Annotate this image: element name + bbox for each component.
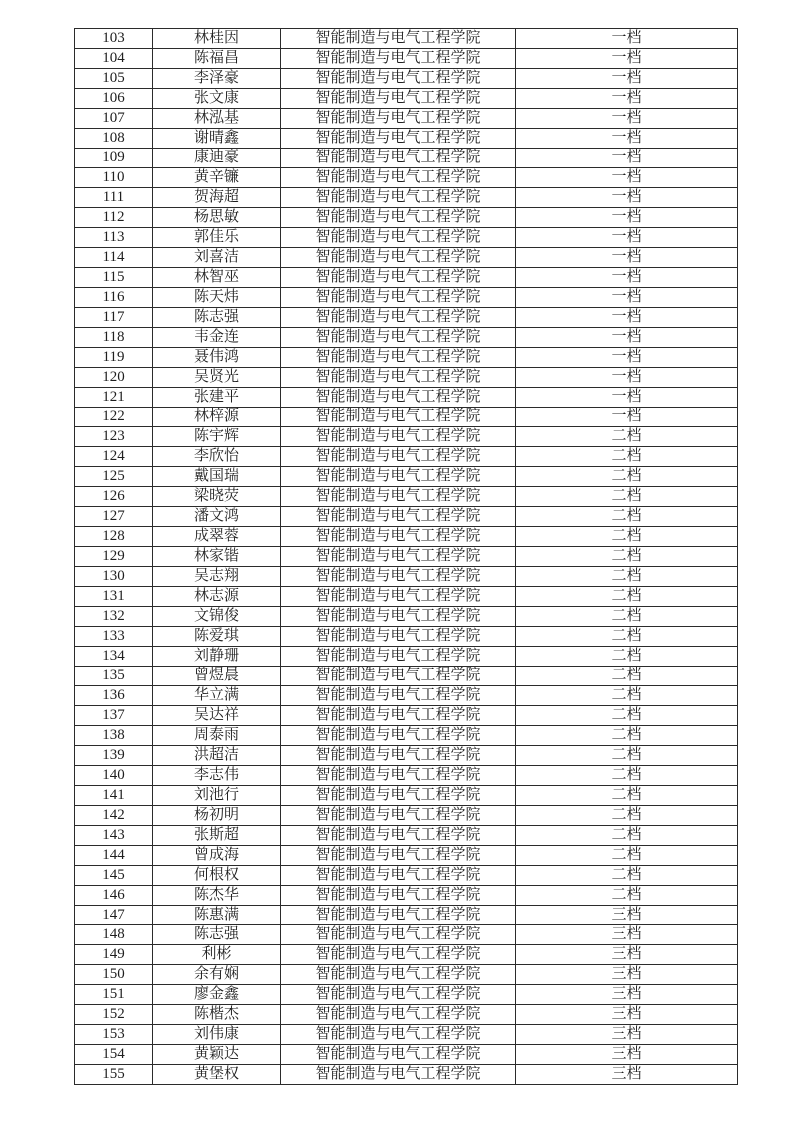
- cell-row-number: 132: [75, 606, 153, 626]
- cell-row-number: 151: [75, 985, 153, 1005]
- cell-student-name: 李泽豪: [153, 68, 281, 88]
- cell-row-number: 114: [75, 248, 153, 268]
- cell-college: 智能制造与电气工程学院: [281, 666, 516, 686]
- table-row: [75, 88, 738, 108]
- cell-tier: 二档: [516, 467, 738, 487]
- cell-tier: 二档: [516, 527, 738, 547]
- cell-college: 智能制造与电气工程学院: [281, 168, 516, 188]
- cell-row-number: 104: [75, 48, 153, 68]
- cell-student-name: 成翠蓉: [153, 527, 281, 547]
- cell-tier: 一档: [516, 407, 738, 427]
- cell-row-number: 129: [75, 546, 153, 566]
- cell-tier: 二档: [516, 566, 738, 586]
- cell-row-number: 140: [75, 766, 153, 786]
- cell-student-name: 余有娴: [153, 965, 281, 985]
- cell-student-name: 林志源: [153, 586, 281, 606]
- cell-college: 智能制造与电气工程学院: [281, 228, 516, 248]
- cell-row-number: 136: [75, 686, 153, 706]
- cell-tier: 二档: [516, 427, 738, 447]
- cell-college: 智能制造与电气工程学院: [281, 527, 516, 547]
- table-row: [75, 965, 738, 985]
- cell-college: 智能制造与电气工程学院: [281, 566, 516, 586]
- cell-tier: 二档: [516, 805, 738, 825]
- table-row: [75, 487, 738, 507]
- cell-student-name: 华立满: [153, 686, 281, 706]
- cell-college: 智能制造与电气工程学院: [281, 507, 516, 527]
- cell-row-number: 116: [75, 287, 153, 307]
- table-row: [75, 208, 738, 228]
- cell-row-number: 126: [75, 487, 153, 507]
- cell-row-number: 107: [75, 108, 153, 128]
- cell-tier: 二档: [516, 706, 738, 726]
- table-row: [75, 805, 738, 825]
- cell-college: 智能制造与电气工程学院: [281, 985, 516, 1005]
- cell-college: 智能制造与电气工程学院: [281, 586, 516, 606]
- cell-row-number: 149: [75, 945, 153, 965]
- cell-college: 智能制造与电气工程学院: [281, 427, 516, 447]
- cell-row-number: 103: [75, 29, 153, 49]
- cell-student-name: 刘喜洁: [153, 248, 281, 268]
- cell-student-name: 张文康: [153, 88, 281, 108]
- cell-row-number: 124: [75, 447, 153, 467]
- table-row: [75, 985, 738, 1005]
- cell-college: 智能制造与电气工程学院: [281, 845, 516, 865]
- cell-college: 智能制造与电气工程学院: [281, 487, 516, 507]
- cell-student-name: 文锦俊: [153, 606, 281, 626]
- cell-tier: 二档: [516, 507, 738, 527]
- cell-student-name: 黄辛镰: [153, 168, 281, 188]
- table-row: [75, 48, 738, 68]
- cell-tier: 一档: [516, 68, 738, 88]
- cell-student-name: 洪超洁: [153, 746, 281, 766]
- table-row: [75, 825, 738, 845]
- cell-tier: 二档: [516, 845, 738, 865]
- table-row: [75, 407, 738, 427]
- student-tier-table: [74, 28, 738, 1085]
- cell-student-name: 韦金连: [153, 327, 281, 347]
- cell-student-name: 何根权: [153, 865, 281, 885]
- cell-student-name: 梁晓荧: [153, 487, 281, 507]
- cell-college: 智能制造与电气工程学院: [281, 706, 516, 726]
- cell-tier: 一档: [516, 148, 738, 168]
- cell-tier: 三档: [516, 1064, 738, 1084]
- cell-college: 智能制造与电气工程学院: [281, 825, 516, 845]
- cell-student-name: 谢晴鑫: [153, 128, 281, 148]
- table-row: [75, 108, 738, 128]
- cell-row-number: 111: [75, 188, 153, 208]
- cell-college: 智能制造与电气工程学院: [281, 248, 516, 268]
- cell-student-name: 陈杰华: [153, 885, 281, 905]
- table-row: [75, 746, 738, 766]
- cell-row-number: 150: [75, 965, 153, 985]
- cell-row-number: 108: [75, 128, 153, 148]
- cell-row-number: 106: [75, 88, 153, 108]
- table-row: [75, 666, 738, 686]
- cell-college: 智能制造与电气工程学院: [281, 387, 516, 407]
- cell-college: 智能制造与电气工程学院: [281, 347, 516, 367]
- cell-tier: 一档: [516, 48, 738, 68]
- table-row: [75, 1025, 738, 1045]
- cell-tier: 一档: [516, 88, 738, 108]
- cell-tier: 二档: [516, 586, 738, 606]
- cell-college: 智能制造与电气工程学院: [281, 48, 516, 68]
- cell-student-name: 贺海超: [153, 188, 281, 208]
- cell-tier: 三档: [516, 1005, 738, 1025]
- cell-row-number: 112: [75, 208, 153, 228]
- cell-college: 智能制造与电气工程学院: [281, 905, 516, 925]
- cell-tier: 一档: [516, 29, 738, 49]
- cell-row-number: 135: [75, 666, 153, 686]
- cell-row-number: 123: [75, 427, 153, 447]
- cell-row-number: 105: [75, 68, 153, 88]
- cell-college: 智能制造与电气工程学院: [281, 128, 516, 148]
- cell-row-number: 154: [75, 1045, 153, 1065]
- cell-student-name: 郭佳乐: [153, 228, 281, 248]
- cell-tier: 二档: [516, 487, 738, 507]
- cell-row-number: 143: [75, 825, 153, 845]
- cell-tier: 一档: [516, 168, 738, 188]
- table-row: [75, 726, 738, 746]
- cell-college: 智能制造与电气工程学院: [281, 148, 516, 168]
- cell-student-name: 杨初明: [153, 805, 281, 825]
- table-row: [75, 427, 738, 447]
- cell-row-number: 121: [75, 387, 153, 407]
- cell-college: 智能制造与电气工程学院: [281, 766, 516, 786]
- table-row: [75, 248, 738, 268]
- cell-tier: 二档: [516, 666, 738, 686]
- table-body: [75, 29, 738, 1085]
- table-row: [75, 29, 738, 49]
- table-row: [75, 287, 738, 307]
- cell-tier: 一档: [516, 327, 738, 347]
- cell-row-number: 113: [75, 228, 153, 248]
- table-row: [75, 268, 738, 288]
- cell-student-name: 戴国瑞: [153, 467, 281, 487]
- table-row: [75, 467, 738, 487]
- table-row: [75, 68, 738, 88]
- table-row: [75, 865, 738, 885]
- table-row: [75, 905, 738, 925]
- table-row: [75, 387, 738, 407]
- cell-tier: 一档: [516, 128, 738, 148]
- cell-row-number: 147: [75, 905, 153, 925]
- table-row: [75, 945, 738, 965]
- cell-tier: 一档: [516, 347, 738, 367]
- cell-college: 智能制造与电气工程学院: [281, 606, 516, 626]
- table-row: [75, 367, 738, 387]
- table-row: [75, 606, 738, 626]
- cell-college: 智能制造与电气工程学院: [281, 467, 516, 487]
- cell-tier: 三档: [516, 1045, 738, 1065]
- table-row: [75, 228, 738, 248]
- cell-student-name: 曾煜晨: [153, 666, 281, 686]
- cell-row-number: 148: [75, 925, 153, 945]
- cell-student-name: 吴达祥: [153, 706, 281, 726]
- cell-student-name: 陈楷杰: [153, 1005, 281, 1025]
- cell-college: 智能制造与电气工程学院: [281, 1005, 516, 1025]
- table-row: [75, 566, 738, 586]
- cell-tier: 三档: [516, 925, 738, 945]
- table-row: [75, 1045, 738, 1065]
- cell-student-name: 林桂因: [153, 29, 281, 49]
- cell-row-number: 142: [75, 805, 153, 825]
- cell-student-name: 陈天炜: [153, 287, 281, 307]
- cell-student-name: 林梓源: [153, 407, 281, 427]
- table-row: [75, 925, 738, 945]
- table-row: [75, 1064, 738, 1084]
- table-row: [75, 168, 738, 188]
- cell-student-name: 林智巫: [153, 268, 281, 288]
- cell-college: 智能制造与电气工程学院: [281, 287, 516, 307]
- cell-college: 智能制造与电气工程学院: [281, 68, 516, 88]
- cell-student-name: 李欣怡: [153, 447, 281, 467]
- cell-row-number: 145: [75, 865, 153, 885]
- table-row: [75, 845, 738, 865]
- cell-tier: 一档: [516, 268, 738, 288]
- cell-row-number: 118: [75, 327, 153, 347]
- cell-row-number: 109: [75, 148, 153, 168]
- cell-college: 智能制造与电气工程学院: [281, 1064, 516, 1084]
- cell-college: 智能制造与电气工程学院: [281, 686, 516, 706]
- cell-college: 智能制造与电气工程学院: [281, 945, 516, 965]
- cell-student-name: 陈宇辉: [153, 427, 281, 447]
- cell-row-number: 120: [75, 367, 153, 387]
- cell-student-name: 李志伟: [153, 766, 281, 786]
- cell-student-name: 刘伟康: [153, 1025, 281, 1045]
- table-row: [75, 546, 738, 566]
- table-row: [75, 586, 738, 606]
- table-row: [75, 885, 738, 905]
- cell-row-number: 155: [75, 1064, 153, 1084]
- cell-row-number: 138: [75, 726, 153, 746]
- cell-college: 智能制造与电气工程学院: [281, 746, 516, 766]
- cell-college: 智能制造与电气工程学院: [281, 188, 516, 208]
- cell-student-name: 周泰雨: [153, 726, 281, 746]
- cell-college: 智能制造与电气工程学院: [281, 1045, 516, 1065]
- cell-tier: 二档: [516, 646, 738, 666]
- cell-tier: 二档: [516, 786, 738, 806]
- cell-college: 智能制造与电气工程学院: [281, 885, 516, 905]
- cell-college: 智能制造与电气工程学院: [281, 726, 516, 746]
- cell-tier: 二档: [516, 626, 738, 646]
- cell-tier: 二档: [516, 885, 738, 905]
- cell-row-number: 133: [75, 626, 153, 646]
- cell-student-name: 潘文鸿: [153, 507, 281, 527]
- table-row: [75, 507, 738, 527]
- cell-row-number: 125: [75, 467, 153, 487]
- cell-student-name: 康迪豪: [153, 148, 281, 168]
- cell-tier: 一档: [516, 287, 738, 307]
- cell-college: 智能制造与电气工程学院: [281, 925, 516, 945]
- cell-college: 智能制造与电气工程学院: [281, 208, 516, 228]
- table-row: [75, 1005, 738, 1025]
- table-row: [75, 766, 738, 786]
- cell-student-name: 吴贤光: [153, 367, 281, 387]
- cell-row-number: 117: [75, 307, 153, 327]
- cell-student-name: 利彬: [153, 945, 281, 965]
- cell-tier: 二档: [516, 825, 738, 845]
- cell-student-name: 刘静珊: [153, 646, 281, 666]
- cell-tier: 二档: [516, 865, 738, 885]
- cell-tier: 三档: [516, 965, 738, 985]
- cell-student-name: 林泓基: [153, 108, 281, 128]
- table-row: [75, 447, 738, 467]
- cell-college: 智能制造与电气工程学院: [281, 646, 516, 666]
- cell-student-name: 黄颖达: [153, 1045, 281, 1065]
- cell-student-name: 曾成海: [153, 845, 281, 865]
- cell-row-number: 115: [75, 268, 153, 288]
- cell-tier: 二档: [516, 726, 738, 746]
- cell-college: 智能制造与电气工程学院: [281, 965, 516, 985]
- cell-student-name: 陈惠满: [153, 905, 281, 925]
- cell-tier: 三档: [516, 1025, 738, 1045]
- cell-college: 智能制造与电气工程学院: [281, 626, 516, 646]
- table-row: [75, 347, 738, 367]
- cell-college: 智能制造与电气工程学院: [281, 268, 516, 288]
- cell-tier: 三档: [516, 905, 738, 925]
- cell-tier: 一档: [516, 248, 738, 268]
- cell-tier: 二档: [516, 606, 738, 626]
- cell-tier: 二档: [516, 447, 738, 467]
- table-row: [75, 307, 738, 327]
- cell-row-number: 128: [75, 527, 153, 547]
- cell-row-number: 144: [75, 845, 153, 865]
- cell-tier: 一档: [516, 307, 738, 327]
- table-row: [75, 786, 738, 806]
- cell-row-number: 153: [75, 1025, 153, 1045]
- table-row: [75, 327, 738, 347]
- cell-student-name: 聂伟鸿: [153, 347, 281, 367]
- cell-row-number: 134: [75, 646, 153, 666]
- cell-college: 智能制造与电气工程学院: [281, 29, 516, 49]
- cell-tier: 一档: [516, 208, 738, 228]
- cell-college: 智能制造与电气工程学院: [281, 786, 516, 806]
- cell-tier: 二档: [516, 546, 738, 566]
- cell-row-number: 146: [75, 885, 153, 905]
- cell-student-name: 陈志强: [153, 307, 281, 327]
- cell-tier: 一档: [516, 188, 738, 208]
- cell-tier: 二档: [516, 766, 738, 786]
- table-row: [75, 706, 738, 726]
- table-row: [75, 686, 738, 706]
- cell-student-name: 杨思敏: [153, 208, 281, 228]
- cell-row-number: 119: [75, 347, 153, 367]
- table-row: [75, 148, 738, 168]
- cell-college: 智能制造与电气工程学院: [281, 307, 516, 327]
- cell-college: 智能制造与电气工程学院: [281, 407, 516, 427]
- cell-row-number: 130: [75, 566, 153, 586]
- cell-student-name: 刘池行: [153, 786, 281, 806]
- cell-student-name: 廖金鑫: [153, 985, 281, 1005]
- cell-student-name: 吴志翔: [153, 566, 281, 586]
- cell-row-number: 127: [75, 507, 153, 527]
- cell-student-name: 陈福昌: [153, 48, 281, 68]
- cell-college: 智能制造与电气工程学院: [281, 865, 516, 885]
- table-row: [75, 626, 738, 646]
- table-row: [75, 128, 738, 148]
- cell-college: 智能制造与电气工程学院: [281, 805, 516, 825]
- cell-row-number: 137: [75, 706, 153, 726]
- cell-row-number: 131: [75, 586, 153, 606]
- cell-row-number: 110: [75, 168, 153, 188]
- cell-student-name: 陈爱琪: [153, 626, 281, 646]
- cell-college: 智能制造与电气工程学院: [281, 546, 516, 566]
- cell-row-number: 139: [75, 746, 153, 766]
- cell-tier: 一档: [516, 367, 738, 387]
- cell-tier: 一档: [516, 228, 738, 248]
- cell-tier: 一档: [516, 387, 738, 407]
- cell-student-name: 黄堡权: [153, 1064, 281, 1084]
- cell-college: 智能制造与电气工程学院: [281, 447, 516, 467]
- table-row: [75, 188, 738, 208]
- cell-tier: 一档: [516, 108, 738, 128]
- cell-college: 智能制造与电气工程学院: [281, 327, 516, 347]
- cell-tier: 三档: [516, 985, 738, 1005]
- cell-college: 智能制造与电气工程学院: [281, 108, 516, 128]
- cell-student-name: 林家锴: [153, 546, 281, 566]
- table-row: [75, 646, 738, 666]
- cell-student-name: 陈志强: [153, 925, 281, 945]
- cell-row-number: 152: [75, 1005, 153, 1025]
- cell-college: 智能制造与电气工程学院: [281, 1025, 516, 1045]
- cell-row-number: 141: [75, 786, 153, 806]
- cell-student-name: 张斯超: [153, 825, 281, 845]
- cell-tier: 二档: [516, 746, 738, 766]
- cell-college: 智能制造与电气工程学院: [281, 88, 516, 108]
- cell-student-name: 张建平: [153, 387, 281, 407]
- table-row: [75, 527, 738, 547]
- cell-tier: 三档: [516, 945, 738, 965]
- cell-row-number: 122: [75, 407, 153, 427]
- cell-tier: 二档: [516, 686, 738, 706]
- cell-college: 智能制造与电气工程学院: [281, 367, 516, 387]
